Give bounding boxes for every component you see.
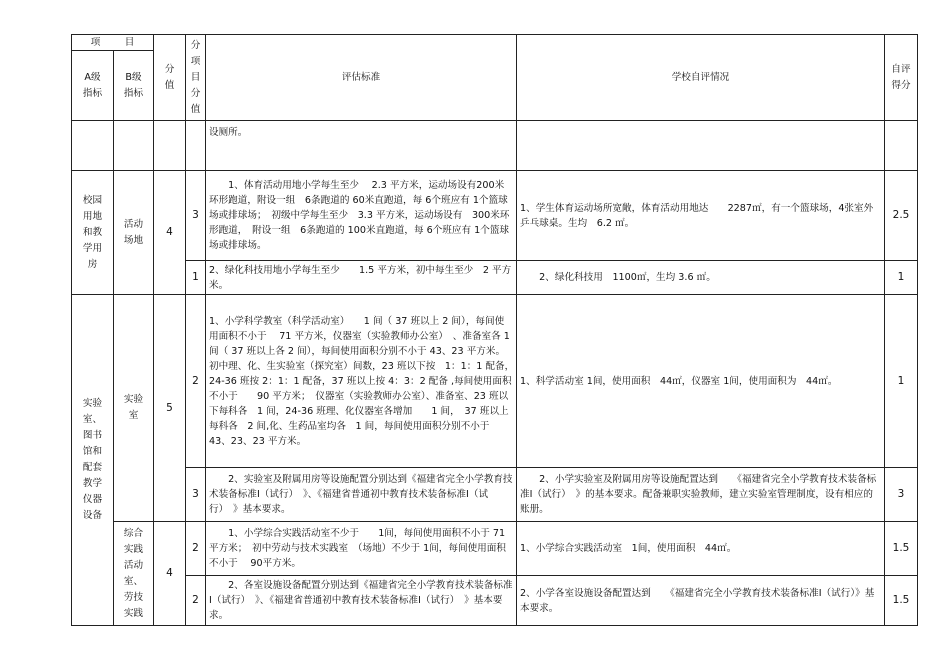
criteria-text: 1、体育活动用地小学每生至少 2.3 平方米，运动场设有200米环形跑道，附设一组 6条跑道的 60米直跑道，每 6个班应有 1个篮球场或排球场； 初级中学每生至少 3.3 平方米，运动场设有 300米环形跑道， 附设一组 6条跑道的 100米直跑道，每 6个班应有 1个篮球场或排球场。 (206, 171, 517, 261)
criteria-text: 2、绿化科技用地小学每生至少 1.5 平方米，初中每生至少 2 平方米。 (206, 261, 517, 295)
score-value: 4 (154, 171, 186, 295)
self-eval-text: 1、学生体育运动场所宽敞，体育活动用地达 2287㎡，有一个篮球场，4张室外乒乓球桌。生均 6.2 ㎡。 (517, 171, 885, 261)
sub-score-value: 1 (186, 261, 206, 295)
sub-score-value: 2 (186, 576, 206, 626)
cell-empty (154, 121, 186, 171)
self-score-value: 1.5 (885, 522, 918, 576)
self-eval-text: 2、小学实验室及附属用房等设施配置达到 《福建省完全小学教育技术装备标准Ⅰ（试行） 》的基本要求。配备兼职实验教师，建立实验室管理制度，设有相应的账册。 (517, 468, 885, 522)
self-score-value: 1 (885, 295, 918, 468)
header-b-level: B级 指标 (114, 51, 154, 121)
header-a-level: A级 指标 (72, 51, 114, 121)
self-eval-text: 1、小学综合实践活动室 1间，使用面积 44㎡。 (517, 522, 885, 576)
self-score-value: 1.5 (885, 576, 918, 626)
table-row (72, 576, 918, 626)
self-score-value: 2.5 (885, 171, 918, 261)
cell-empty (114, 121, 154, 171)
cell-empty (72, 121, 114, 171)
cell-empty (885, 121, 918, 171)
table-row (72, 522, 918, 576)
header-sub-score: 分 项 目 分 值 (186, 35, 206, 121)
criteria-text: 1、小学综合实践活动室不少于 1间，每间使用面积不小于 71平方米； 初中劳动与技术实践室 （场地）不少于 1间，每间使用面积不小于 90平方米。 (206, 522, 517, 576)
sub-score-value: 3 (186, 171, 206, 261)
sub-score-value: 2 (186, 522, 206, 576)
header-score: 分 值 (154, 35, 186, 121)
evaluation-table (71, 34, 918, 626)
criteria-text: 2、各室设施设备配置分别达到《福建省完全小学教育技术装备标准Ⅰ（试行） 》、《福建省普通初中教育技术装备标准Ⅰ（试行） 》基本要求。 (206, 576, 517, 626)
self-eval-text: 2、小学各室设施设备配置达到 《福建省完全小学教育技术装备标准Ⅰ（试行）》基本要求。 (517, 576, 885, 626)
b-level-label: 活动 场地 (114, 171, 154, 295)
header-item: 项 目 (72, 35, 154, 51)
sub-score-value: 2 (186, 295, 206, 468)
table-row (72, 171, 918, 261)
self-eval-text: 1、科学活动室 1间，使用面积 44㎡，仪器室 1间，使用面积为 44㎡。 (517, 295, 885, 468)
score-value: 5 (154, 295, 186, 522)
b-level-label: 综合 实践 活动 室、 劳技 实践 (114, 522, 154, 626)
score-value: 4 (154, 522, 186, 626)
self-eval-text: 2、绿化科技用 1100㎡，生均 3.6 ㎡。 (517, 261, 885, 295)
self-score-value: 3 (885, 468, 918, 522)
header-self-eval: 学校自评情况 (517, 35, 885, 121)
cell-empty (517, 121, 885, 171)
table-row (72, 121, 918, 171)
header-self-score: 自评 得分 (885, 35, 918, 121)
table-row (72, 468, 918, 522)
self-score-value: 1 (885, 261, 918, 295)
criteria-text: 设厕所。 (206, 121, 517, 171)
cell-empty (186, 121, 206, 171)
criteria-text: 2、实验室及附属用房等设施配置分别达到《福建省完全小学教育技术装备标准Ⅰ（试行） 》、《福建省普通初中教育技术装备标准Ⅰ（试行） 》基本要求。 (206, 468, 517, 522)
sub-score-value: 3 (186, 468, 206, 522)
b-level-label: 实验 室 (114, 295, 154, 522)
criteria-text: 1、小学科学教室（科学活动室） 1 间（ 37 班以上 2 间），每间使用面积不小于 71 平方米，仪器室（实验教师办公室） 、准备室各 1 间（ 37 班以上各 2 间），每间使用面积分别不小于 43、23 平方米。初中理、化、生实验室（探究室）间数，23 班以下按 1：1：1 配备， 24-36 班按 2：1：1 配备，37 班以上按 4：3：2 配备 ,每间使用面积不小于 90 平方米； 仪器室（实验教师办公室）、准备室、23 班以下每科各 1 间，24-36 班理、化仪器室各增加 1 间， 37 班以上每科各 2 间,化、生药品室均各 1 间，每间使用面积分别不小于 43、23、23 平方米。 (206, 295, 517, 468)
a-level-label: 校园 用地 和教 学用 房 (72, 171, 114, 295)
table-row (72, 295, 918, 468)
a-level-label: 实验 室、 图书 馆和 配套 教学 仪器 设备 (72, 295, 114, 626)
table-row (72, 261, 918, 295)
header-criteria: 评估标准 (206, 35, 517, 121)
